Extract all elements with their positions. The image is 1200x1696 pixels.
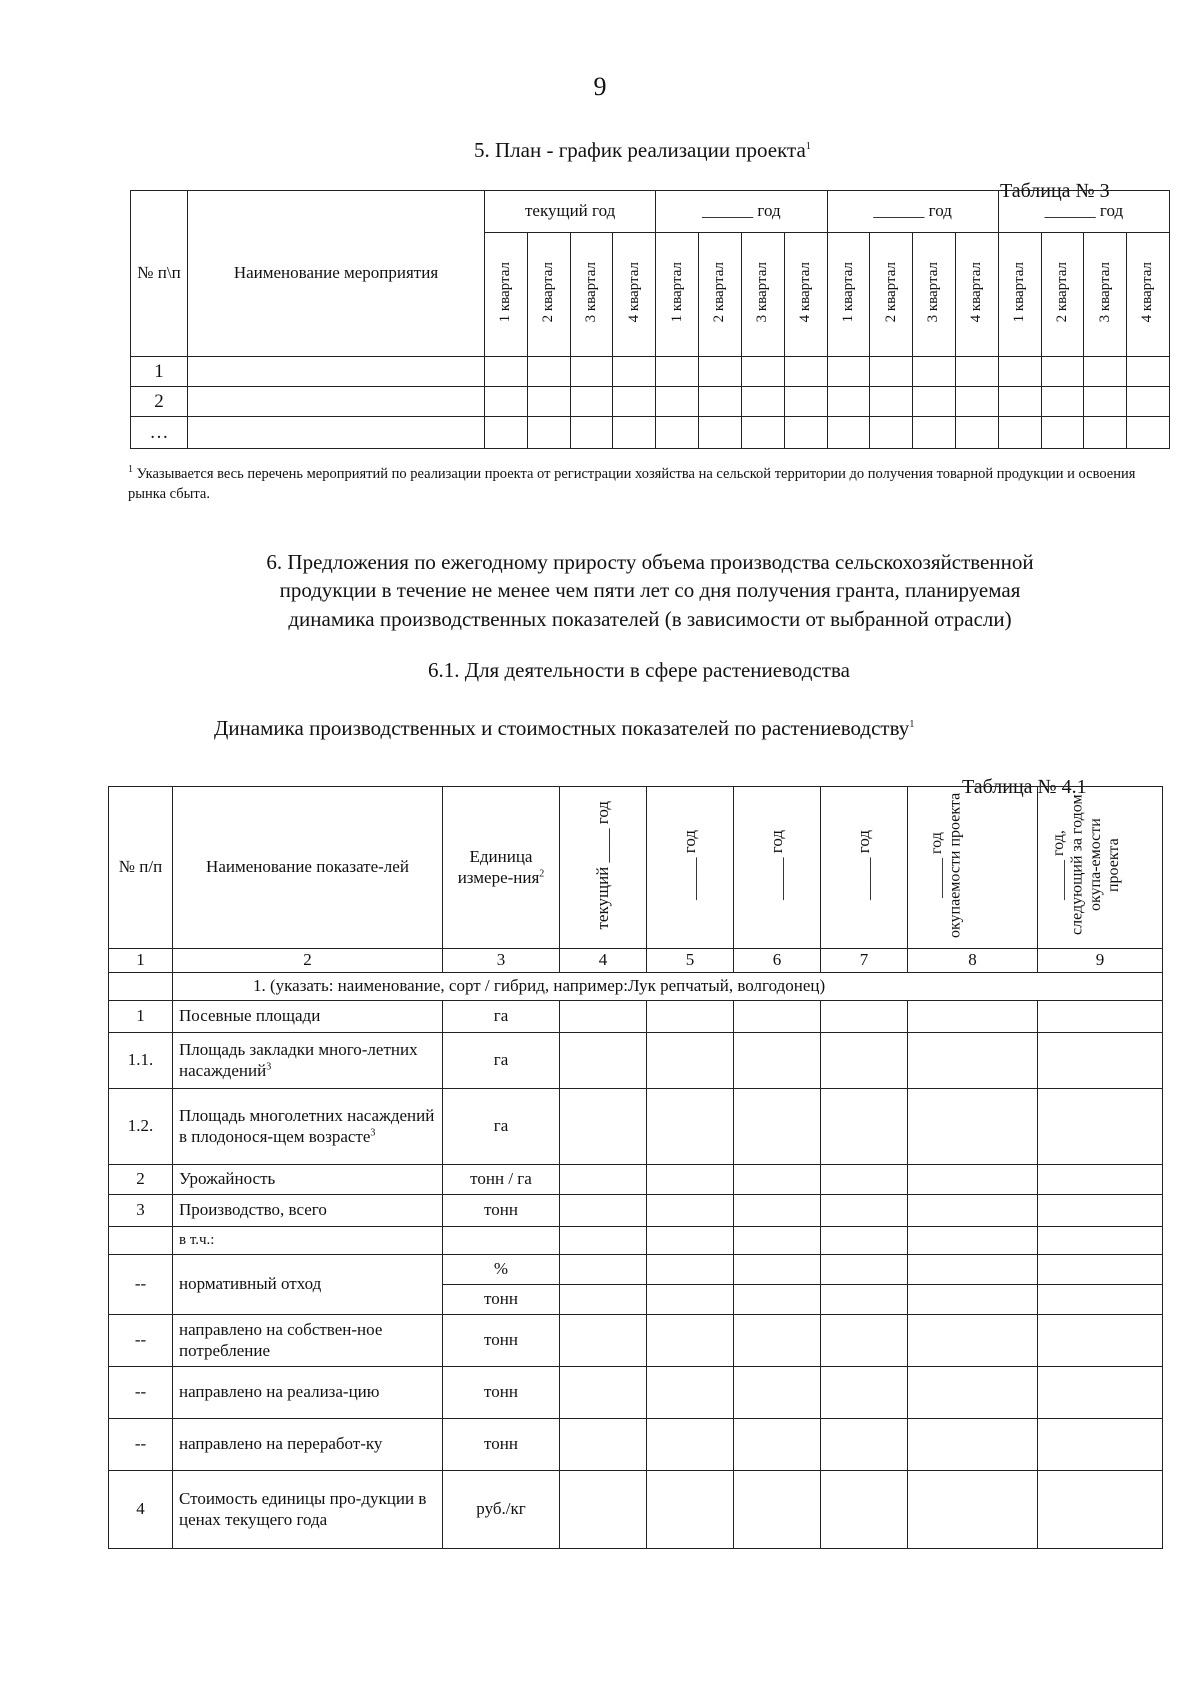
table41-header-row [109,787,1163,949]
table-row: -- направлено на собствен-ное потребление тонн [109,1315,1163,1367]
num-header: № п/п [109,787,173,949]
schedule-table [130,190,1170,449]
quarter-label: 2 квартал [540,261,557,323]
group-row: 1. (указать: наименование, сорт / гибрид, например:Лук репчатый, волгодонец) [109,973,1163,1001]
quarter-label: 1 квартал [668,261,685,323]
table3-label: Таблица № 3 [1000,180,1110,202]
quarter-label: 4 квартал [796,261,813,323]
table-row: 1.1. Площадь закладки много-летних насаждений$^3$ га [109,1033,1163,1089]
next-year-header: _____ год, следующий за годом окупа-емости проекта [1050,794,1123,936]
section5-title: 5. План - график реализации проекта$^1$ [474,138,811,162]
year-header: _____ год [854,829,874,900]
table-row: 3 Производство, всего тонн [109,1195,1163,1227]
year-header: _____ год [767,829,787,900]
year-current-header: текущий ____ год [593,800,613,930]
col-num-header: № п\п [131,191,188,357]
quarter-label: 1 квартал [497,261,514,323]
table-row: -- направлено на переработ-ку тонн [109,1419,1163,1471]
table-row: в т.ч.: [109,1227,1163,1255]
indicator-header: Наименование показате-лей [173,787,443,949]
quarter-label: 2 квартал [1053,261,1070,323]
dynamics-title: Динамика производственных и стоимостных показателей по растениеводству$^1$ [214,716,915,740]
quarter-label: 2 квартал [711,261,728,323]
quarter-label: 3 квартал [1096,261,1113,323]
table-row: 1.2. Площадь многолетних насаждений в плодонося-щем возрасте$^3$ га [109,1089,1163,1165]
table-row: 4 Стоимость единицы про-дукции в ценах текущего года руб./кг [109,1471,1163,1549]
section6-title: 6. Предложения по ежегодному приросту объема производства сельскохозяйственной продукции в течение не менее чем пяти лет со дня получения гранта, планируемая динамика производственных показателей (в зависимости от выбранной отрасли) [266,550,1034,631]
col-number-row: 1 2 3 4 5 6 7 8 9 [109,949,1163,973]
table-row: -- направлено на реализа-цию тонн [109,1367,1163,1419]
quarter-label: 1 квартал [1011,261,1028,323]
quarter-label: 3 квартал [925,261,942,323]
table-row: -- нормативный отход % [109,1255,1163,1285]
table-row: 1 [131,357,1170,387]
page-number: 9 [593,72,607,101]
quarter-label: 1 квартал [839,261,856,323]
year-current-header: текущий год [485,191,656,233]
quarter-label: 2 квартал [882,261,899,323]
year-4-header: ______ год [998,191,1169,233]
crop-dynamics-table [108,786,1163,1549]
footnote: $^1$ Указывается весь перечень мероприятий по реализации проекта от регистрации хозяйства на сельской территории до получения товарной продукции и освоения рынка сбыта. [128,464,1136,503]
table-row: 1 Посевные площади га [109,1001,1163,1033]
section6-subtitle: 6.1. Для деятельности в сфере растениеводства [428,658,850,682]
table-row: тонн [109,1285,1163,1315]
table-row: 2 Урожайность тонн / га [109,1165,1163,1195]
quarter-label: 3 квартал [582,261,599,323]
quarter-label: 3 квартал [754,261,771,323]
quarter-label: 4 квартал [968,261,985,323]
col-activity-header: Наименование мероприятия [188,191,485,357]
quarter-label: 4 квартал [625,261,642,323]
year-header: _____ год [680,829,700,900]
unit-header: Единица измере-ния$^2$ [443,787,560,949]
table41-label: Таблица № 4.1 [962,776,1087,798]
table-row: … [131,417,1170,449]
year-3-header: ______ год [827,191,998,233]
payback-year-header: _____ год окупаемости проекта [927,792,963,938]
quarter-label: 4 квартал [1139,261,1156,323]
table-row: 2 [131,387,1170,417]
year-2-header: ______ год [656,191,827,233]
